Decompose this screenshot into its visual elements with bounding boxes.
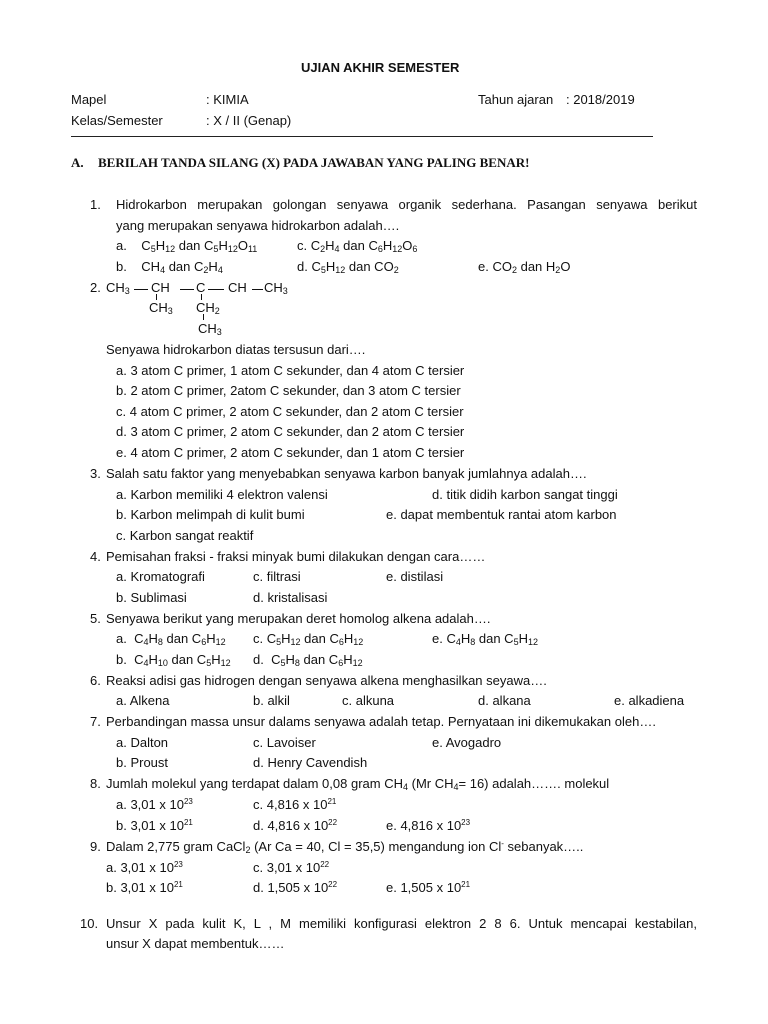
q2-ch3-branch xyxy=(149,300,173,316)
q9-exp-b: 21 xyxy=(173,880,183,889)
q8-option-c-text: c. 4,816 x 10 xyxy=(253,797,328,812)
q1-letter-b: b. xyxy=(116,259,127,274)
q6-option-e: e. alkadiena xyxy=(614,693,685,708)
q9-number: 9. xyxy=(90,839,101,854)
q8-stem-c: = 16) adalah……. molekul xyxy=(458,776,610,791)
q9-option-a xyxy=(106,860,183,876)
bond-v3 xyxy=(203,314,204,320)
q5-letter-d: d. xyxy=(253,652,264,667)
q8-exp-b: 21 xyxy=(183,818,193,827)
q2-ch3-left xyxy=(106,280,130,296)
q9-option-a-text: a. 3,01 x 10 xyxy=(106,860,174,875)
q5-stem: Senyawa berikut yang merupakan deret homolog alkena adalah…. xyxy=(106,611,491,626)
q8-exp-d: 22 xyxy=(328,818,338,827)
header-divider xyxy=(71,136,653,137)
q9-option-c-text: c. 3,01 x 10 xyxy=(253,860,321,875)
q6-option-a: a. Alkena xyxy=(116,693,170,708)
q8-option-a-text: a. 3,01 x 10 xyxy=(116,797,184,812)
q3-stem: Salah satu faktor yang menyebabkan senyawa karbon banyak jumlahnya adalah…. xyxy=(106,466,587,481)
q9-exp-a: 23 xyxy=(173,860,183,869)
q1-option-c: c. $C_2H_4$ dan $C_6H_{12}O_6$ xyxy=(297,238,418,254)
section-letter: A. xyxy=(71,155,84,170)
q8-option-c xyxy=(253,797,336,813)
q9-stem xyxy=(106,839,583,855)
q1-stem-line1: Hidrokarbon merupakan golongan senyawa organik sederhana. Pasangan senyawa berikut xyxy=(116,197,697,212)
q2-ch2-branch-text: CH xyxy=(196,300,215,315)
q8-stem-b: (Mr CH xyxy=(408,776,454,791)
q8-option-b xyxy=(116,818,193,834)
q8-option-d-text: d. 4,816 x 10 xyxy=(253,818,329,833)
q2-ch3-right xyxy=(264,280,288,296)
q2-ch3-left-text: CH xyxy=(106,280,125,295)
q9-option-b xyxy=(106,880,183,896)
q10-stem-line2: unsur X dapat membentuk…… xyxy=(106,936,285,951)
q2-option-a: a. 3 atom C primer, 1 atom C sekunder, dan 4 atom C tersier xyxy=(116,363,465,378)
q8-exp-c: 21 xyxy=(327,797,337,806)
q2-ch-mid: CH xyxy=(151,280,170,295)
q9-stem-a: Dalam 2,775 gram CaCl xyxy=(106,839,246,854)
q3-number: 3. xyxy=(90,466,101,481)
q7-stem: Perbandingan massa unsur dalams senyawa adalah tetap. Pernyataan ini dikemukakan oleh…. xyxy=(106,714,656,729)
q10-number: 10. xyxy=(80,916,99,931)
q2-sub-3c: 3 xyxy=(167,306,173,316)
q3-option-b: b. Karbon melimpah di kulit bumi xyxy=(116,507,305,522)
q4-stem: Pemisahan fraksi - fraksi minyak bumi dilakukan dengan cara…… xyxy=(106,549,486,564)
mapel-value: : KIMIA xyxy=(206,92,249,107)
tahun-value: : 2018/2019 xyxy=(566,92,635,107)
q4-option-d: d. kristalisasi xyxy=(253,590,328,605)
q8-option-d xyxy=(253,818,337,834)
q8-option-e xyxy=(386,818,470,834)
q9-option-e xyxy=(386,880,470,896)
q8-stem xyxy=(106,776,609,792)
q7-option-c: c. Lavoiser xyxy=(253,735,316,750)
q5-option-a: a. $C_4H_8$ dan $C_6H_{12}$ xyxy=(116,631,226,647)
q9-sup-minus: - xyxy=(501,839,504,848)
bond-1 xyxy=(134,289,148,290)
q1-letter-e: e. xyxy=(478,259,489,274)
q6-option-b: b. alkil xyxy=(253,693,290,708)
q1-letter-a: a. xyxy=(116,238,127,253)
q2-sub-3a: 3 xyxy=(124,286,130,296)
q6-number: 6. xyxy=(90,673,101,688)
q7-number: 7. xyxy=(90,714,101,729)
q1-letter-d: d. xyxy=(297,259,308,274)
q2-option-e: e. 4 atom C primer, 2 atom C sekunder, dan 1 atom C tersier xyxy=(116,445,465,460)
q8-exp-a: 23 xyxy=(183,797,193,806)
q1-number: 1. xyxy=(90,197,101,212)
q7-option-a: a. Dalton xyxy=(116,735,169,750)
q6-option-c: c. alkuna xyxy=(342,693,395,708)
q4-option-c: c. filtrasi xyxy=(253,569,301,584)
q2-ch3-right-text: CH xyxy=(264,280,283,295)
q6-stem: Reaksi adisi gas hidrogen dengan senyawa alkena menghasilkan seyawa…. xyxy=(106,673,547,688)
tahun-label: Tahun ajaran xyxy=(478,92,554,107)
q9-exp-c: 22 xyxy=(320,860,330,869)
q2-ch3-end-text: CH xyxy=(198,321,217,336)
q8-option-e-text: e. 4,816 x 10 xyxy=(386,818,462,833)
section-instruction: BERILAH TANDA SILANG (X) PADA JAWABAN YANG PALING BENAR! xyxy=(98,155,530,170)
q2-ch-right: CH xyxy=(228,280,247,295)
q5-number: 5. xyxy=(90,611,101,626)
q9-stem-c: sebanyak….. xyxy=(503,839,584,854)
q7-option-d: d. Henry Cavendish xyxy=(253,755,368,770)
q7-option-b: b. Proust xyxy=(116,755,169,770)
q9-option-e-text: e. 1,505 x 10 xyxy=(386,880,462,895)
q4-option-e: e. distilasi xyxy=(386,569,444,584)
q2-ch3-end xyxy=(198,321,222,337)
q5-option-c: c. $C_5H_{12}$ dan $C_6H_{12}$ xyxy=(253,631,364,647)
q8-stem-a: Jumlah molekul yang terdapat dalam 0,08 gram CH xyxy=(106,776,403,791)
q8-option-b-text: b. 3,01 x 10 xyxy=(116,818,184,833)
q3-option-e: e. dapat membentuk rantai atom karbon xyxy=(386,507,617,522)
q6-option-d: d. alkana xyxy=(478,693,531,708)
q8-number: 8. xyxy=(90,776,101,791)
q3-option-c: c. Karbon sangat reaktif xyxy=(116,528,254,543)
q2-ch2-branch xyxy=(196,300,220,316)
q1-option-b: b. $CH_4$ dan $C_2H_4$ xyxy=(116,259,223,275)
exam-title: UJIAN AKHIR SEMESTER xyxy=(301,60,460,75)
q2-sub-2: 2 xyxy=(214,306,220,316)
q3-option-d: d. titik didih karbon sangat tinggi xyxy=(432,487,618,502)
q9-option-c xyxy=(253,860,329,876)
q2-stem: Senyawa hidrokarbon diatas tersusun dari…. xyxy=(106,342,366,357)
q3-option-a: a. Karbon memiliki 4 elektron valensi xyxy=(116,487,328,502)
q9-sub-2: 2 xyxy=(245,845,251,855)
q9-option-d xyxy=(253,880,337,896)
q4-option-b: b. Sublimasi xyxy=(116,590,187,605)
q1-option-d: d. $C_5H_{12}$ dan $CO_2$ xyxy=(297,259,399,275)
q4-number: 4. xyxy=(90,549,101,564)
q1-stem-line2: yang merupakan senyawa hidrokarbon adalah…. xyxy=(116,218,400,233)
q2-option-d: d. 3 atom C primer, 2 atom C sekunder, dan 2 atom C tersier xyxy=(116,424,465,439)
q1-option-e: e. $CO_2$ dan $H_2O$ xyxy=(478,259,571,275)
q2-ch3-branch-text: CH xyxy=(149,300,168,315)
q5-letter-b: b. xyxy=(116,652,127,667)
q2-number: 2. xyxy=(90,280,101,295)
q2-option-b: b. 2 atom C primer, 2atom C sekunder, dan 3 atom C tersier xyxy=(116,383,461,398)
bond-4 xyxy=(252,289,263,290)
q5-option-b: b. $C_4H_{10}$ dan $C_5H_{12}$ xyxy=(116,652,231,668)
q4-option-a: a. Kromatografi xyxy=(116,569,205,584)
q9-stem-b: (Ar Ca = 40, Cl = 35,5) mengandung ion Cl xyxy=(250,839,502,854)
q1-option-a: a. $C_5H_{12}$ dan $C_5H_{12}O_{11}$ xyxy=(116,238,258,254)
q5-letter-a: a. xyxy=(116,631,127,646)
q2-option-c: c. 4 atom C primer, 2 atom C sekunder, dan 2 atom C tersier xyxy=(116,404,464,419)
q5-option-e: e. $C_4H_8$ dan $C_5H_{12}$ xyxy=(432,631,538,647)
q8-sub-4a: 4 xyxy=(402,782,408,792)
q2-sub-3d: 3 xyxy=(216,327,222,337)
q8-exp-e: 23 xyxy=(461,818,471,827)
q5-option-d: d. $C_5H_8$ dan $C_6H_{12}$ xyxy=(253,652,363,668)
mapel-label: Mapel xyxy=(71,92,107,107)
q2-c-quaternary: C xyxy=(196,280,206,295)
q2-sub-3b: 3 xyxy=(282,286,288,296)
q9-option-d-text: d. 1,505 x 10 xyxy=(253,880,329,895)
q9-option-b-text: b. 3,01 x 10 xyxy=(106,880,174,895)
bond-2 xyxy=(180,289,194,290)
kelas-label: Kelas/Semester xyxy=(71,113,163,128)
q9-exp-d: 22 xyxy=(328,880,338,889)
q5-letter-c: c. xyxy=(253,631,264,646)
q8-sub-4b: 4 xyxy=(453,782,459,792)
q9-exp-e: 21 xyxy=(461,880,471,889)
kelas-value: : X / II (Genap) xyxy=(206,113,292,128)
q7-option-e: e. Avogadro xyxy=(432,735,502,750)
q8-option-a xyxy=(116,797,193,813)
bond-3 xyxy=(208,289,224,290)
q1-letter-c: c. xyxy=(297,238,308,253)
q10-stem-line1: Unsur X pada kulit K, L , M memiliki konfigurasi elektron 2 8 6. Untuk mencapai kestabilan, xyxy=(106,916,697,931)
q5-letter-e: e. xyxy=(432,631,443,646)
